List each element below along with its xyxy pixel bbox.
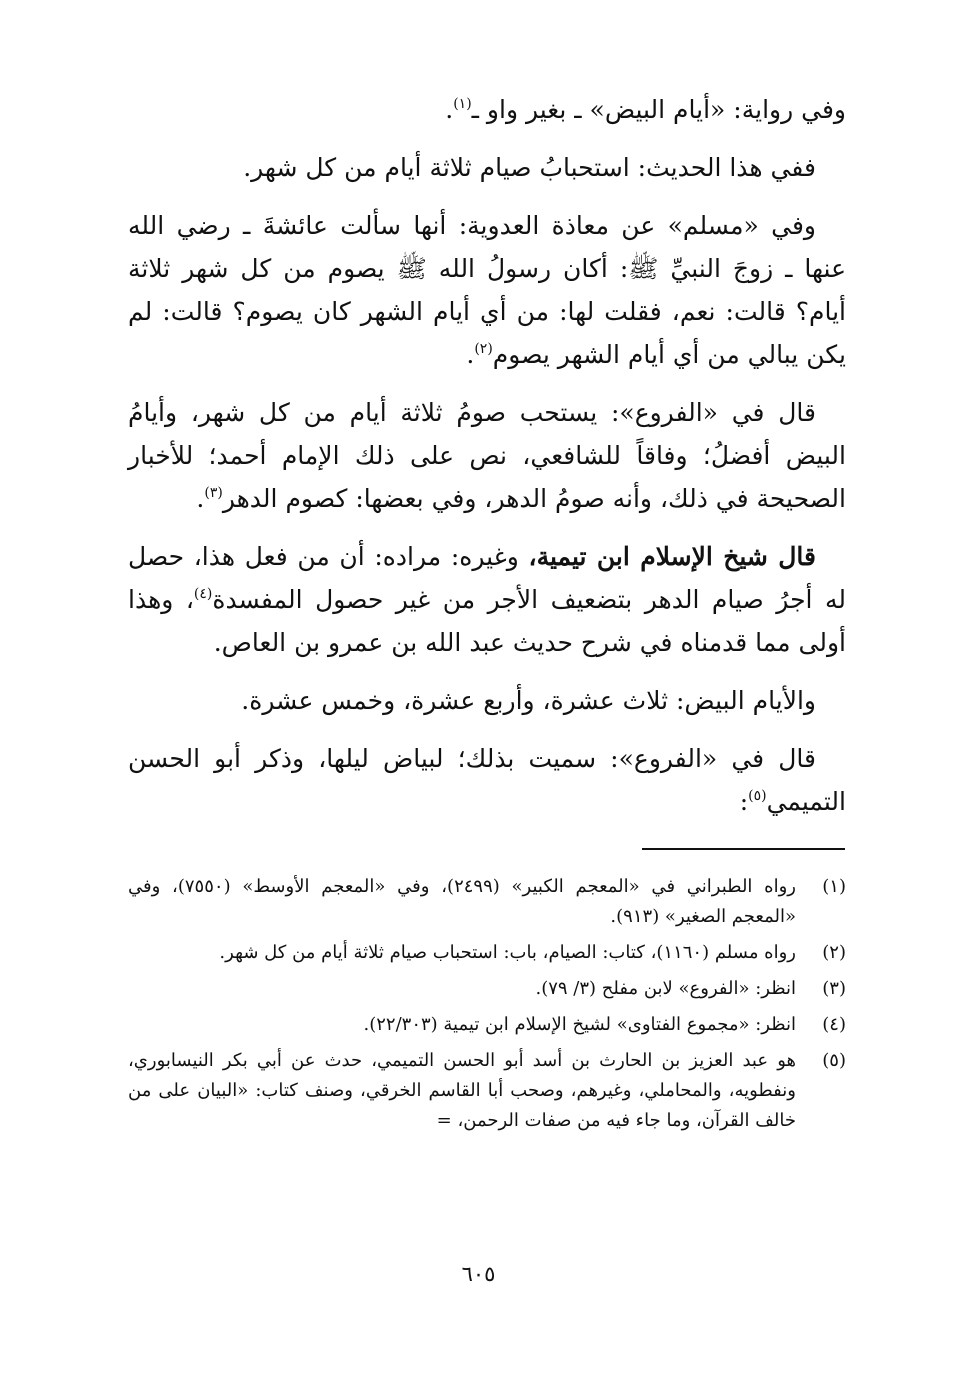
footnote-number: (١) [822,876,846,897]
footnote-text: رواه الطبراني في «المعجم الكبير» (٢٤٩٩)، وفي «المعجم الأوسط» (٧٥٥٠)، وفي «المعجم الصغير» (٩١٣). [128,876,796,927]
footnote-number: (٣) [822,978,846,999]
main-text [128,88,846,838]
footnote [128,938,846,968]
bold-phrase: قال شيخ الإسلام ابن تيمية، [528,542,816,571]
paragraph: والأيام البيض: ثلاث عشرة، وأربع عشرة، وخمس عشرة. [241,686,816,715]
footnote [128,1046,846,1136]
footnote [128,872,846,932]
footnote-ref[interactable]: (٢) [474,341,493,357]
footnote-text: انظر: «الفروع» لابن مفلح (٣/ ٧٩). [535,978,796,999]
paragraph: وفي «مسلم» عن معاذة العدوية: أنها سألت عائشةَ ـ رضي الله عنها ـ زوجَ النبيِّ ﷺ: أكان رسولُ الله ﷺ يصوم من كل شهر ثلاثة أيام؟ قالت: نعم، فقلت لها: من أي أيام الشهر كان يصوم؟ قالت: لم يكن يبالي من أي أيام الشهر يصوم$^{(٢)}$. [128,211,846,369]
footnote-text: هو عبد العزيز بن الحارث بن أسد أبو الحسن التميمي، حدث عن أبي بكر النيسابوري، ونفطويه، والمحاملي، وغيرهم، وصحب أبا القاسم الخرقي، وصنف كتاب: «البيان على من خالف القرآن، وما جاء فيه من صفات الرحمن، = [128,1050,796,1131]
footnote-ref[interactable]: (٤) [193,586,213,602]
footnote-number: (٤) [822,1014,846,1035]
footnote-ref[interactable]: (٣) [204,485,223,501]
footnote [128,1010,846,1040]
footnote-number: (٢) [822,942,846,963]
footnote-number: (٥) [822,1050,846,1071]
footnote [128,974,846,1004]
paragraph: قال في «الفروع»: سميت بذلك؛ لبياض ليلها، وذكر أبو الحسن التميمي$^{(٥)}$: [128,744,846,816]
footnote-ref[interactable]: (١) [453,96,472,112]
paragraph: وفي رواية: «أيام البيض» ـ بغير واو ـ$^{(١)}$. [445,95,846,124]
footnote-ref[interactable]: (٥) [748,788,767,804]
paragraph: ففي هذا الحديث: استحبابُ صيام ثلاثة أيام من كل شهر. [243,153,816,182]
footnote-divider [642,848,845,850]
footnote-text: رواه مسلم (١١٦٠)، كتاب: الصيام، باب: استحباب صيام ثلاثة أيام من كل شهر. [219,942,796,963]
footnotes [128,872,846,1142]
page-number: ٦٠٥ [461,1262,496,1286]
paragraph: قال في «الفروع»: يستحب صومُ ثلاثة أيام من كل شهر، وأيامُ البيض أفضلُ؛ وفاقاً للشافعي، نص على ذلك الإمام أحمد؛ للأخبار الصحيحة في ذلك، وأنه صومُ الدهر، وفي بعضها: كصوم الدهر$^{(٣)}$. [128,398,846,513]
footnote-text: انظر: «مجموع الفتاوى» لشيخ الإسلام ابن تيمية (٢٢/٣٠٣). [363,1014,796,1035]
paragraph: قال شيخ الإسلام ابن تيمية، وغيره: مراده: أن من فعل هذا، حصل له أجرُ صيام الدهر بتضعيف الأجر من غير حصول المفسدة$^{(٤)}$، وهذا أولى مما قدمناه في شرح حديث عبد الله بن عمرو بن العاص. [128,542,846,657]
